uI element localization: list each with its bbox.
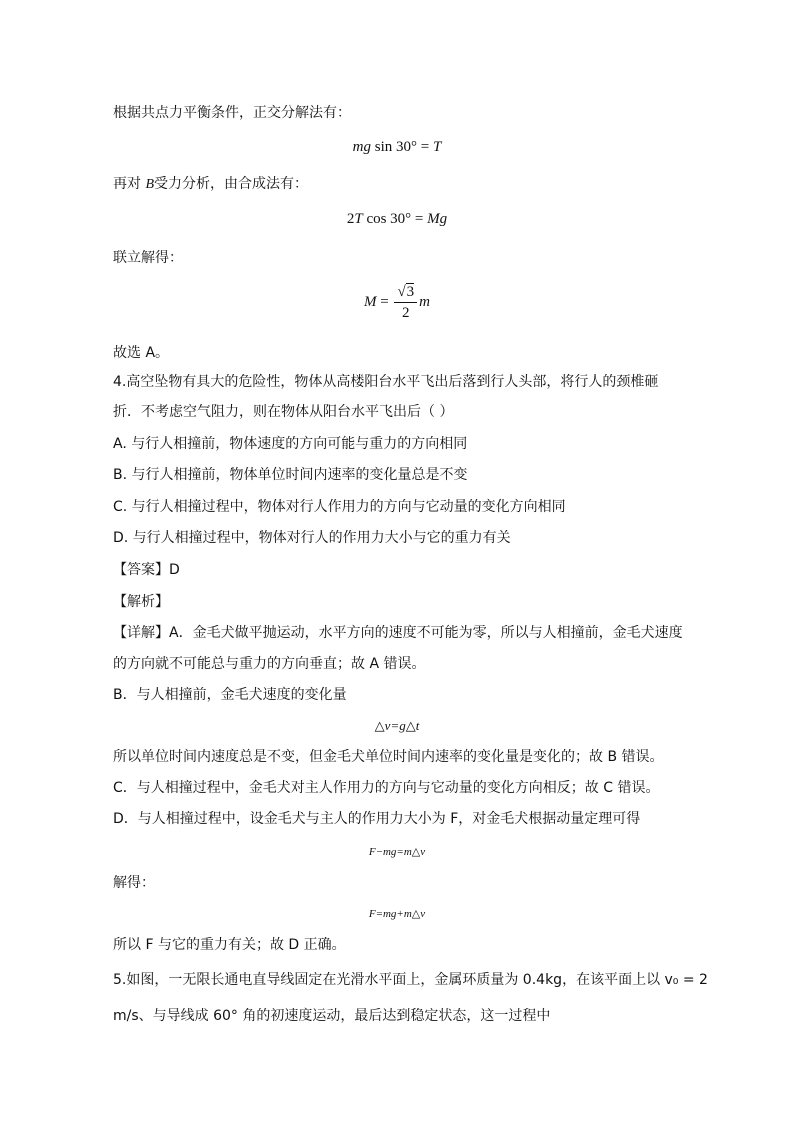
sqrt-symbol: √3: [397, 284, 415, 301]
option-d: D. 与行人相撞过程中，物体对行人的作用力大小与它的重力有关: [113, 530, 511, 546]
detail-line: 的方向就不可能总与重力的方向垂直；故 A 错误。: [113, 656, 426, 672]
eq-term: 2: [346, 211, 355, 227]
detail-line: D．与人相撞过程中，设金毛犬与主人的作用力大小为 F，对金毛犬根据动量定理可得: [113, 811, 641, 827]
text-line: 故选 A。: [113, 345, 170, 361]
equation-2: [0, 209, 794, 229]
analysis-label: 【解析】: [113, 594, 169, 610]
detail-line: B．与人相撞前，金毛犬速度的变化量: [113, 687, 347, 703]
sqrt-radicand: 3: [406, 284, 415, 301]
option-c: C. 与行人相撞过程中，物体对行人作用力的方向与它动量的变化方向相同: [113, 499, 566, 515]
question-5-line-2: m/s、与导线成 60° 角的初速度运动，最后达到稳定状态，这一过程中: [113, 1008, 551, 1024]
equation-1: [0, 137, 794, 157]
question-5-line-1: 5.如图，一无限长通电直导线固定在光滑水平面上，金属环质量为 0.4kg，在该平面上以 v₀ = 2: [113, 972, 708, 988]
question-4-line-1: 4.高空坠物有具大的危险性，物体从高楼阳台水平飞出后落到行人头部，将行人的颈椎砸: [113, 374, 659, 390]
text-line: 根据共点力平衡条件，正交分解法有：: [113, 105, 351, 121]
detail-line: C．与人相撞过程中，金毛犬对主人作用力的方向与它动量的变化方向相反；故 C 错误。: [113, 780, 660, 796]
eq-term: T: [354, 211, 363, 227]
text-fragment: 受力分析，由合成法有：: [154, 176, 309, 192]
eq-term: mg: [352, 139, 372, 155]
var-b: B: [145, 177, 155, 192]
equation-3: [0, 282, 794, 326]
detail-line: 解得：: [113, 875, 155, 891]
text-line: [113, 174, 688, 195]
equation-4: △v=g△t: [374, 718, 420, 733]
question-4-line-2: 折．不考虑空气阻力，则在物体从阳台水平飞出后（ ）: [113, 404, 454, 420]
detail-line: 【详解】A．金毛犬做平抛运动，水平方向的速度不可能为零，所以与人相撞前，金毛犬速度: [113, 625, 683, 641]
detail-line: 所以单位时间内速度总是不变，但金毛犬单位时间内速率的变化量是变化的；故 B 错误。: [113, 749, 664, 765]
eq-term: Mg: [427, 211, 448, 227]
eq-term: m: [419, 294, 431, 310]
option-b: B. 与行人相撞前，物体单位时间内速率的变化量总是不变: [113, 467, 468, 483]
eq-term: cos 30° =: [366, 211, 428, 227]
equation-6: F=mg+m△v: [368, 908, 426, 920]
eq-term: sin 30° =: [374, 139, 433, 155]
option-a: A. 与行人相撞前，物体速度的方向可能与重力的方向相同: [113, 436, 468, 452]
fraction: [394, 282, 417, 323]
fraction-numerator: [394, 282, 417, 303]
detail-line: 所以 F 与它的重力有关；故 D 正确。: [113, 937, 346, 953]
equation-5: F−mg=m△v: [368, 846, 426, 858]
text-line: 联立解得：: [113, 250, 183, 266]
text-fragment: 再对: [113, 176, 146, 192]
eq-term: T: [432, 139, 442, 155]
eq-term: =: [376, 294, 393, 310]
eq-term: M: [363, 294, 377, 310]
answer-label: 【答案】D: [113, 562, 180, 578]
fraction-denominator: 2: [402, 305, 410, 322]
